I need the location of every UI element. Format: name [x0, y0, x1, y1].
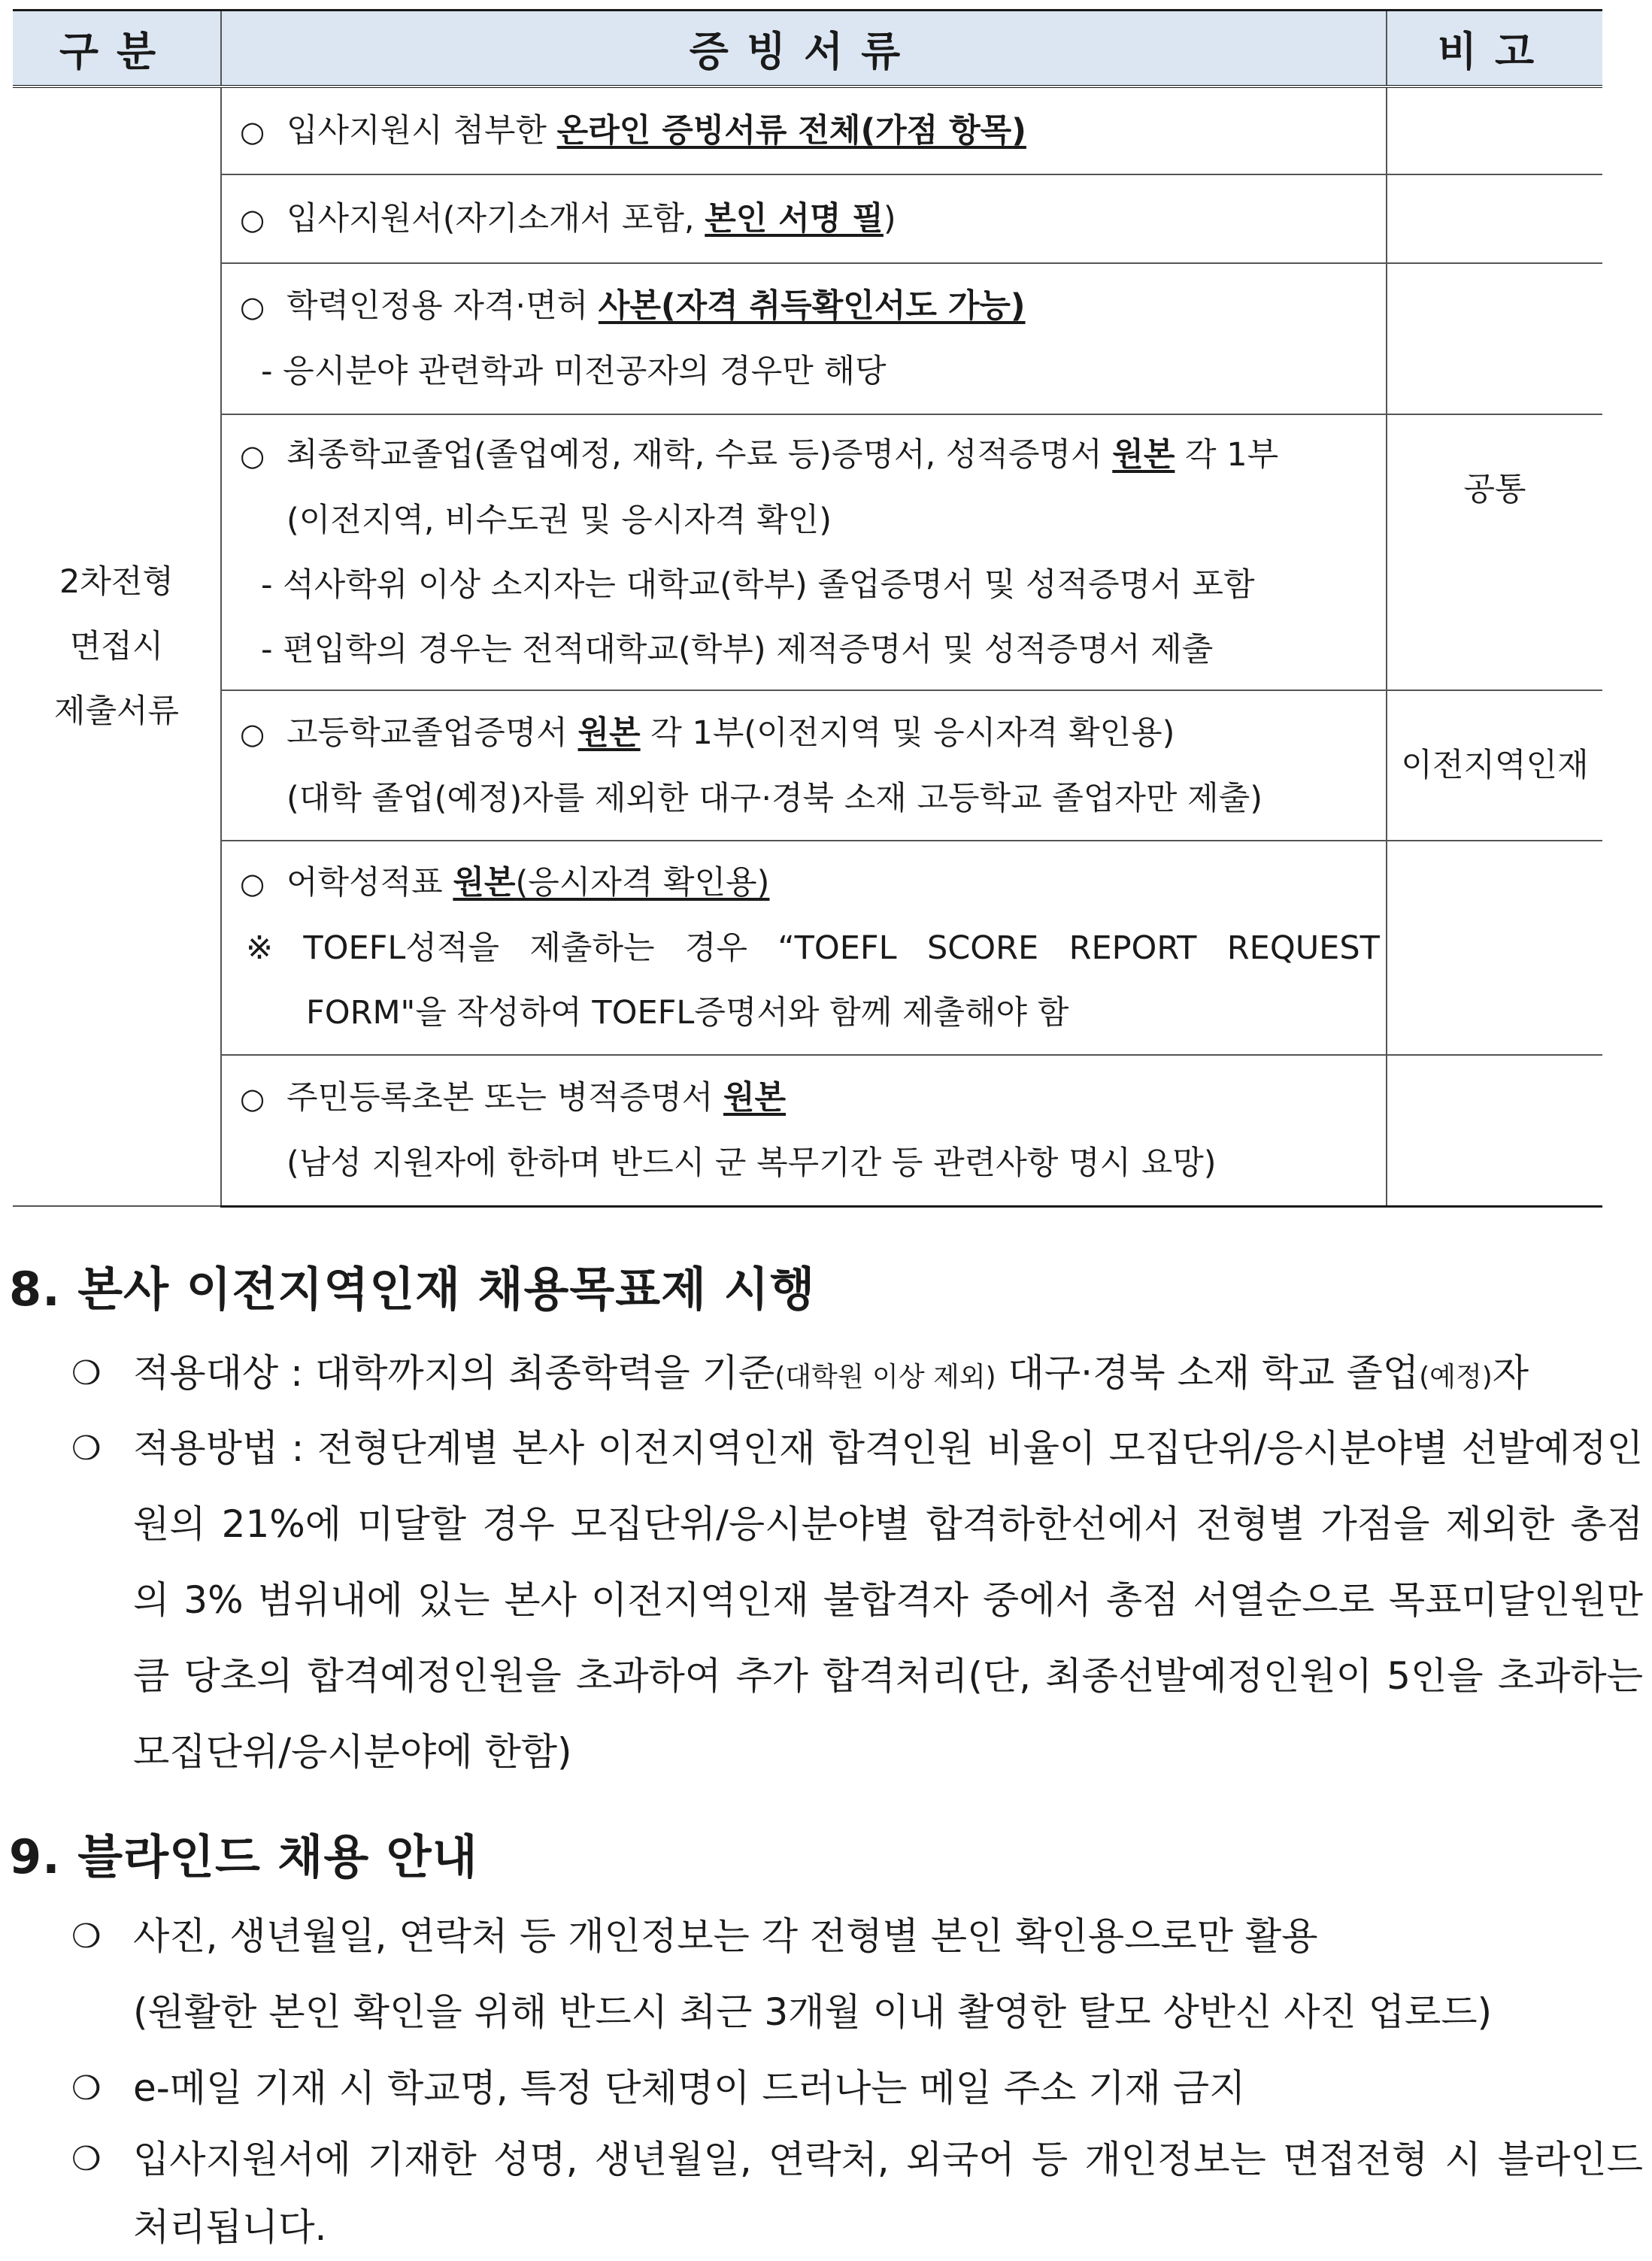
bullet-mark: ○: [240, 867, 265, 900]
section-9-title: 9. 블라인드 채용 안내: [9, 1829, 478, 1884]
section-8-item-method: [71, 1411, 1643, 1790]
bullet-mark: ○: [240, 114, 265, 148]
item-paragraph: 적용방법 : 전형단계별 본사 이전지역인재 합격인원 비율이 모집단위/응시분야별 선발예정인원의 21%에 미달할 경우 모집단위/응시분야별 합격하한선에서 전형별 가점을 제외한 총점의 3% 범위내에 있는 본사 이전지역인재 불합격자 중에서 총점 서열순으로 목표미달인원만큼 당초의 합격예정인원을 초과하여 추가 합격처리(단, 최종선발예정인원이 5인을 초과하는 모집단위/응시분야에 한함): [133, 1426, 1643, 1774]
bullet-mark: ○: [240, 202, 265, 236]
doc-emphasis: 원본: [1112, 436, 1175, 474]
doc-text: 입사지원시 첨부한: [286, 111, 557, 150]
submission-documents-table: [13, 9, 1602, 1208]
doc-text: ): [883, 199, 896, 238]
item-text: 사진, 생년월일, 연락처 등 개인정보는 각 전형별 본인 확인용으로만 활용: [133, 1914, 1318, 1958]
document-cell: [221, 1055, 1387, 1206]
doc-emphasis: 원본: [453, 864, 516, 902]
note-cell-common: [1387, 414, 1602, 690]
doc-text: 각 1부(이전지역 및 응시자격 확인용): [640, 714, 1175, 752]
doc-continuation: (대학 졸업(예정)자를 제외한 대구·경북 소재 고등학교 졸업자만 제출): [286, 779, 1262, 817]
reference-word: TOEFL성적을: [303, 929, 499, 967]
bullet-icon: ❍: [71, 2140, 102, 2178]
category-line: 면접시: [69, 628, 164, 665]
table-row: [13, 690, 1602, 841]
bullet-icon: ❍: [71, 2069, 102, 2108]
reference-line: [240, 916, 1380, 980]
table-header-row: [13, 11, 1602, 87]
category-line: 2차전형: [59, 563, 174, 601]
table-row: [13, 174, 1602, 263]
doc-underlined: (응시자격 확인용): [515, 864, 770, 902]
item-text: 자: [1492, 1351, 1529, 1395]
item-small-text: (대학원 이상 제외): [774, 1362, 996, 1393]
item-text: e-메일 기재 시 학교명, 특정 단체명이 드러나는 메일 주소 기재 금지: [133, 2066, 1246, 2110]
table-row: [13, 1055, 1602, 1206]
document-cell: [221, 841, 1387, 1055]
document-cell: [221, 174, 1387, 263]
document-cell: [221, 414, 1387, 690]
bullet-mark: ○: [240, 1081, 265, 1115]
section-9-item-personal-info: [71, 1899, 1643, 2050]
item-text: 대구·경북 소재 학교 졸업: [996, 1351, 1420, 1395]
doc-subnote: - 편입학의 경우는 전적대학교(학부) 제적증명서 및 성적증명서 제출: [261, 631, 1214, 668]
document-cell: [221, 263, 1387, 414]
doc-emphasis: 원본: [723, 1078, 787, 1117]
table-row: [13, 86, 1602, 174]
note-common: 공통: [1463, 471, 1526, 508]
bullet-icon: ❍: [71, 1429, 102, 1468]
bullet-icon: ❍: [71, 1354, 102, 1393]
table-row: [13, 263, 1602, 414]
category-cell: [13, 86, 221, 1206]
note-cell: [1387, 841, 1602, 1055]
section-9-item-email: [71, 2050, 1643, 2126]
note-cell: [1387, 86, 1602, 174]
document-cell: [221, 690, 1387, 841]
table-row: [13, 841, 1602, 1055]
doc-text: 학력인정용 자격·면허: [286, 287, 599, 325]
section-9-item-blind: [71, 2126, 1643, 2261]
reference-word: 경우: [684, 929, 747, 967]
header-remarks: 비고: [1387, 11, 1602, 87]
doc-text: 어학성적표: [286, 864, 453, 902]
reference-word: REPORT: [1068, 929, 1197, 967]
header-category: 구분: [13, 11, 221, 87]
document-cell: [221, 86, 1387, 174]
doc-emphasis: 원본: [577, 714, 641, 752]
item-text-continuation: (원활한 본인 확인을 위해 반드시 최근 3개월 이내 촬영한 탈모 상반신 사진 업로드): [133, 1990, 1493, 2034]
doc-continuation: (남성 지원자에 한하며 반드시 군 복무기간 등 관련사항 명시 요망): [286, 1144, 1217, 1182]
item-paragraph: 입사지원서에 기재한 성명, 생년월일, 연락처, 외국어 등 개인정보는 면접전형 시 블라인드 처리됩니다.: [133, 2138, 1643, 2249]
header-documents: 증빙서류: [221, 11, 1387, 87]
item-small-text: (예정): [1419, 1362, 1493, 1393]
doc-emphasis: 본인 서명 필: [705, 199, 884, 238]
bullet-icon: ❍: [71, 1917, 102, 1956]
doc-text: 주민등록초본 또는 병적증명서: [286, 1078, 723, 1117]
doc-emphasis: 온라인 증빙서류 전체(가점 항목): [556, 111, 1026, 150]
doc-text: 최종학교졸업(졸업예정, 재학, 수료 등)증명서, 성적증명서: [286, 436, 1113, 474]
bullet-mark: ○: [240, 439, 265, 472]
reference-word: ※: [246, 929, 274, 967]
bullet-mark: ○: [240, 290, 265, 323]
doc-text: 각 1부: [1175, 436, 1279, 474]
note-cell-local: [1387, 690, 1602, 841]
reference-word: 제출하는: [529, 929, 655, 967]
section-8-item-target: [71, 1335, 1643, 1415]
category-line: 제출서류: [53, 693, 180, 730]
doc-text: 고등학교졸업증명서: [286, 714, 578, 752]
note-local-talent: 이전지역인재: [1401, 747, 1589, 784]
note-cell: [1387, 263, 1602, 414]
item-text: 적용대상 : 대학까지의 최종학력을 기준: [133, 1351, 775, 1395]
reference-word: REQUEST: [1226, 929, 1380, 967]
reference-word: SCORE: [926, 929, 1039, 967]
reference-continuation: FORM"을 작성하여 TOEFL증명서와 함께 제출해야 함: [306, 994, 1069, 1032]
doc-emphasis: 사본(자격 취득확인서도 가능): [598, 287, 1026, 325]
doc-subnote: - 응시분야 관련학과 미전공자의 경우만 해당: [261, 353, 887, 390]
note-cell: [1387, 1055, 1602, 1206]
bullet-mark: ○: [240, 717, 265, 750]
doc-subnote: - 석사학위 이상 소지자는 대학교(학부) 졸업증명서 및 성적증명서 포함: [261, 566, 1255, 604]
reference-word: “TOEFL: [778, 929, 897, 967]
doc-continuation: (이전지역, 비수도권 및 응시자격 확인): [286, 502, 832, 539]
section-8-title: 8. 본사 이전지역인재 채용목표제 시행: [9, 1262, 816, 1317]
table-row: [13, 414, 1602, 690]
note-cell: [1387, 174, 1602, 263]
doc-text: 입사지원서(자기소개서 포함,: [286, 199, 705, 238]
